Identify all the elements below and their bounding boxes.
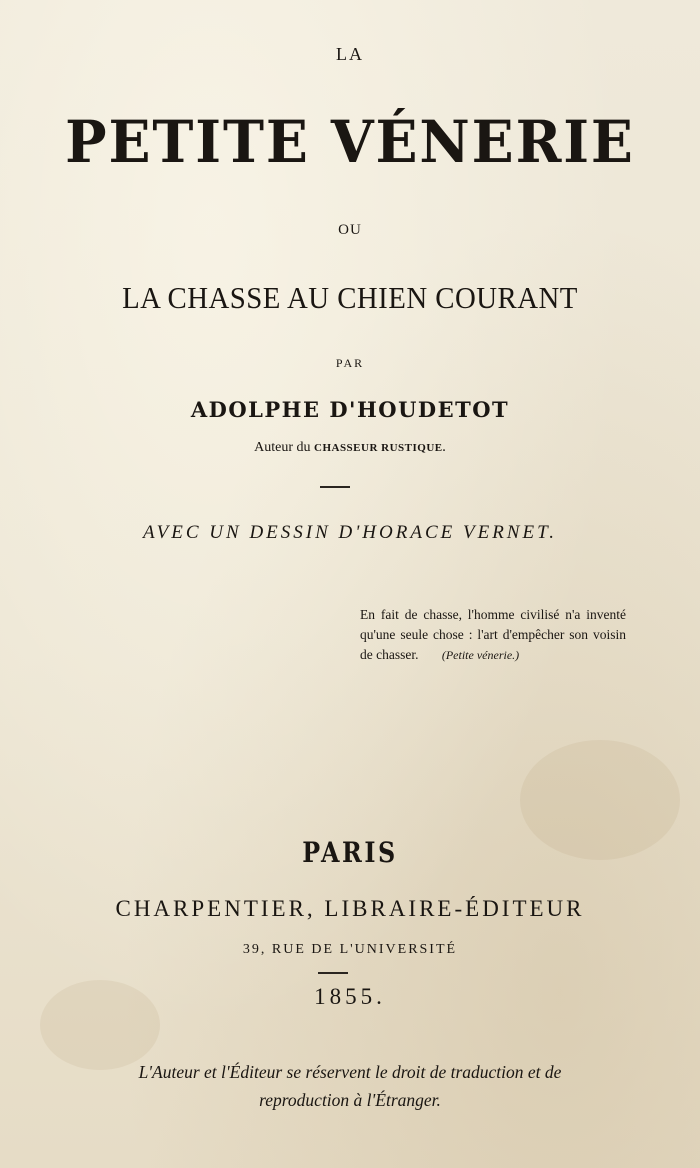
title-conjunction: OU	[338, 222, 362, 238]
epigraph-text: En fait de chasse, l'homme civilisé n'a inventé qu'une seule chose : l'art d'empêcher son voisin de chasser.	[360, 607, 626, 662]
author-credit	[0, 440, 700, 456]
illustration-note: AVEC UN DESSIN D'HORACE VERNET.	[143, 522, 557, 543]
epigraph	[360, 605, 626, 665]
rights-line-2: reproduction à l'Étranger.	[259, 1090, 441, 1110]
epigraph-source: (Petite vénerie.)	[441, 648, 520, 662]
imprint-address: 39, RUE DE L'UNIVERSITÉ	[242, 942, 458, 957]
by-line: PAR	[335, 356, 365, 370]
imprint-city: PARIS	[302, 836, 398, 869]
imprint-publisher: CHARPENTIER, LIBRAIRE-ÉDITEUR	[115, 896, 585, 921]
author-credit-prefix: Auteur du	[254, 440, 311, 455]
author-credit-work: CHASSEUR RUSTIQUE.	[314, 442, 446, 454]
imprint-year: 1855.	[314, 984, 386, 1009]
divider-rule	[320, 486, 350, 488]
title-article: LA	[336, 44, 364, 64]
book-subtitle: LA CHASSE AU CHIEN COURANT	[122, 280, 578, 315]
divider-rule	[318, 972, 348, 974]
rights-line-1: L'Auteur et l'Éditeur se réservent le droit de traduction et de	[138, 1062, 562, 1082]
author-name: ADOLPHE D'HOUDETOT	[190, 397, 510, 422]
rights-notice	[0, 1058, 700, 1114]
book-title: PETITE VÉNERIE	[65, 108, 635, 176]
